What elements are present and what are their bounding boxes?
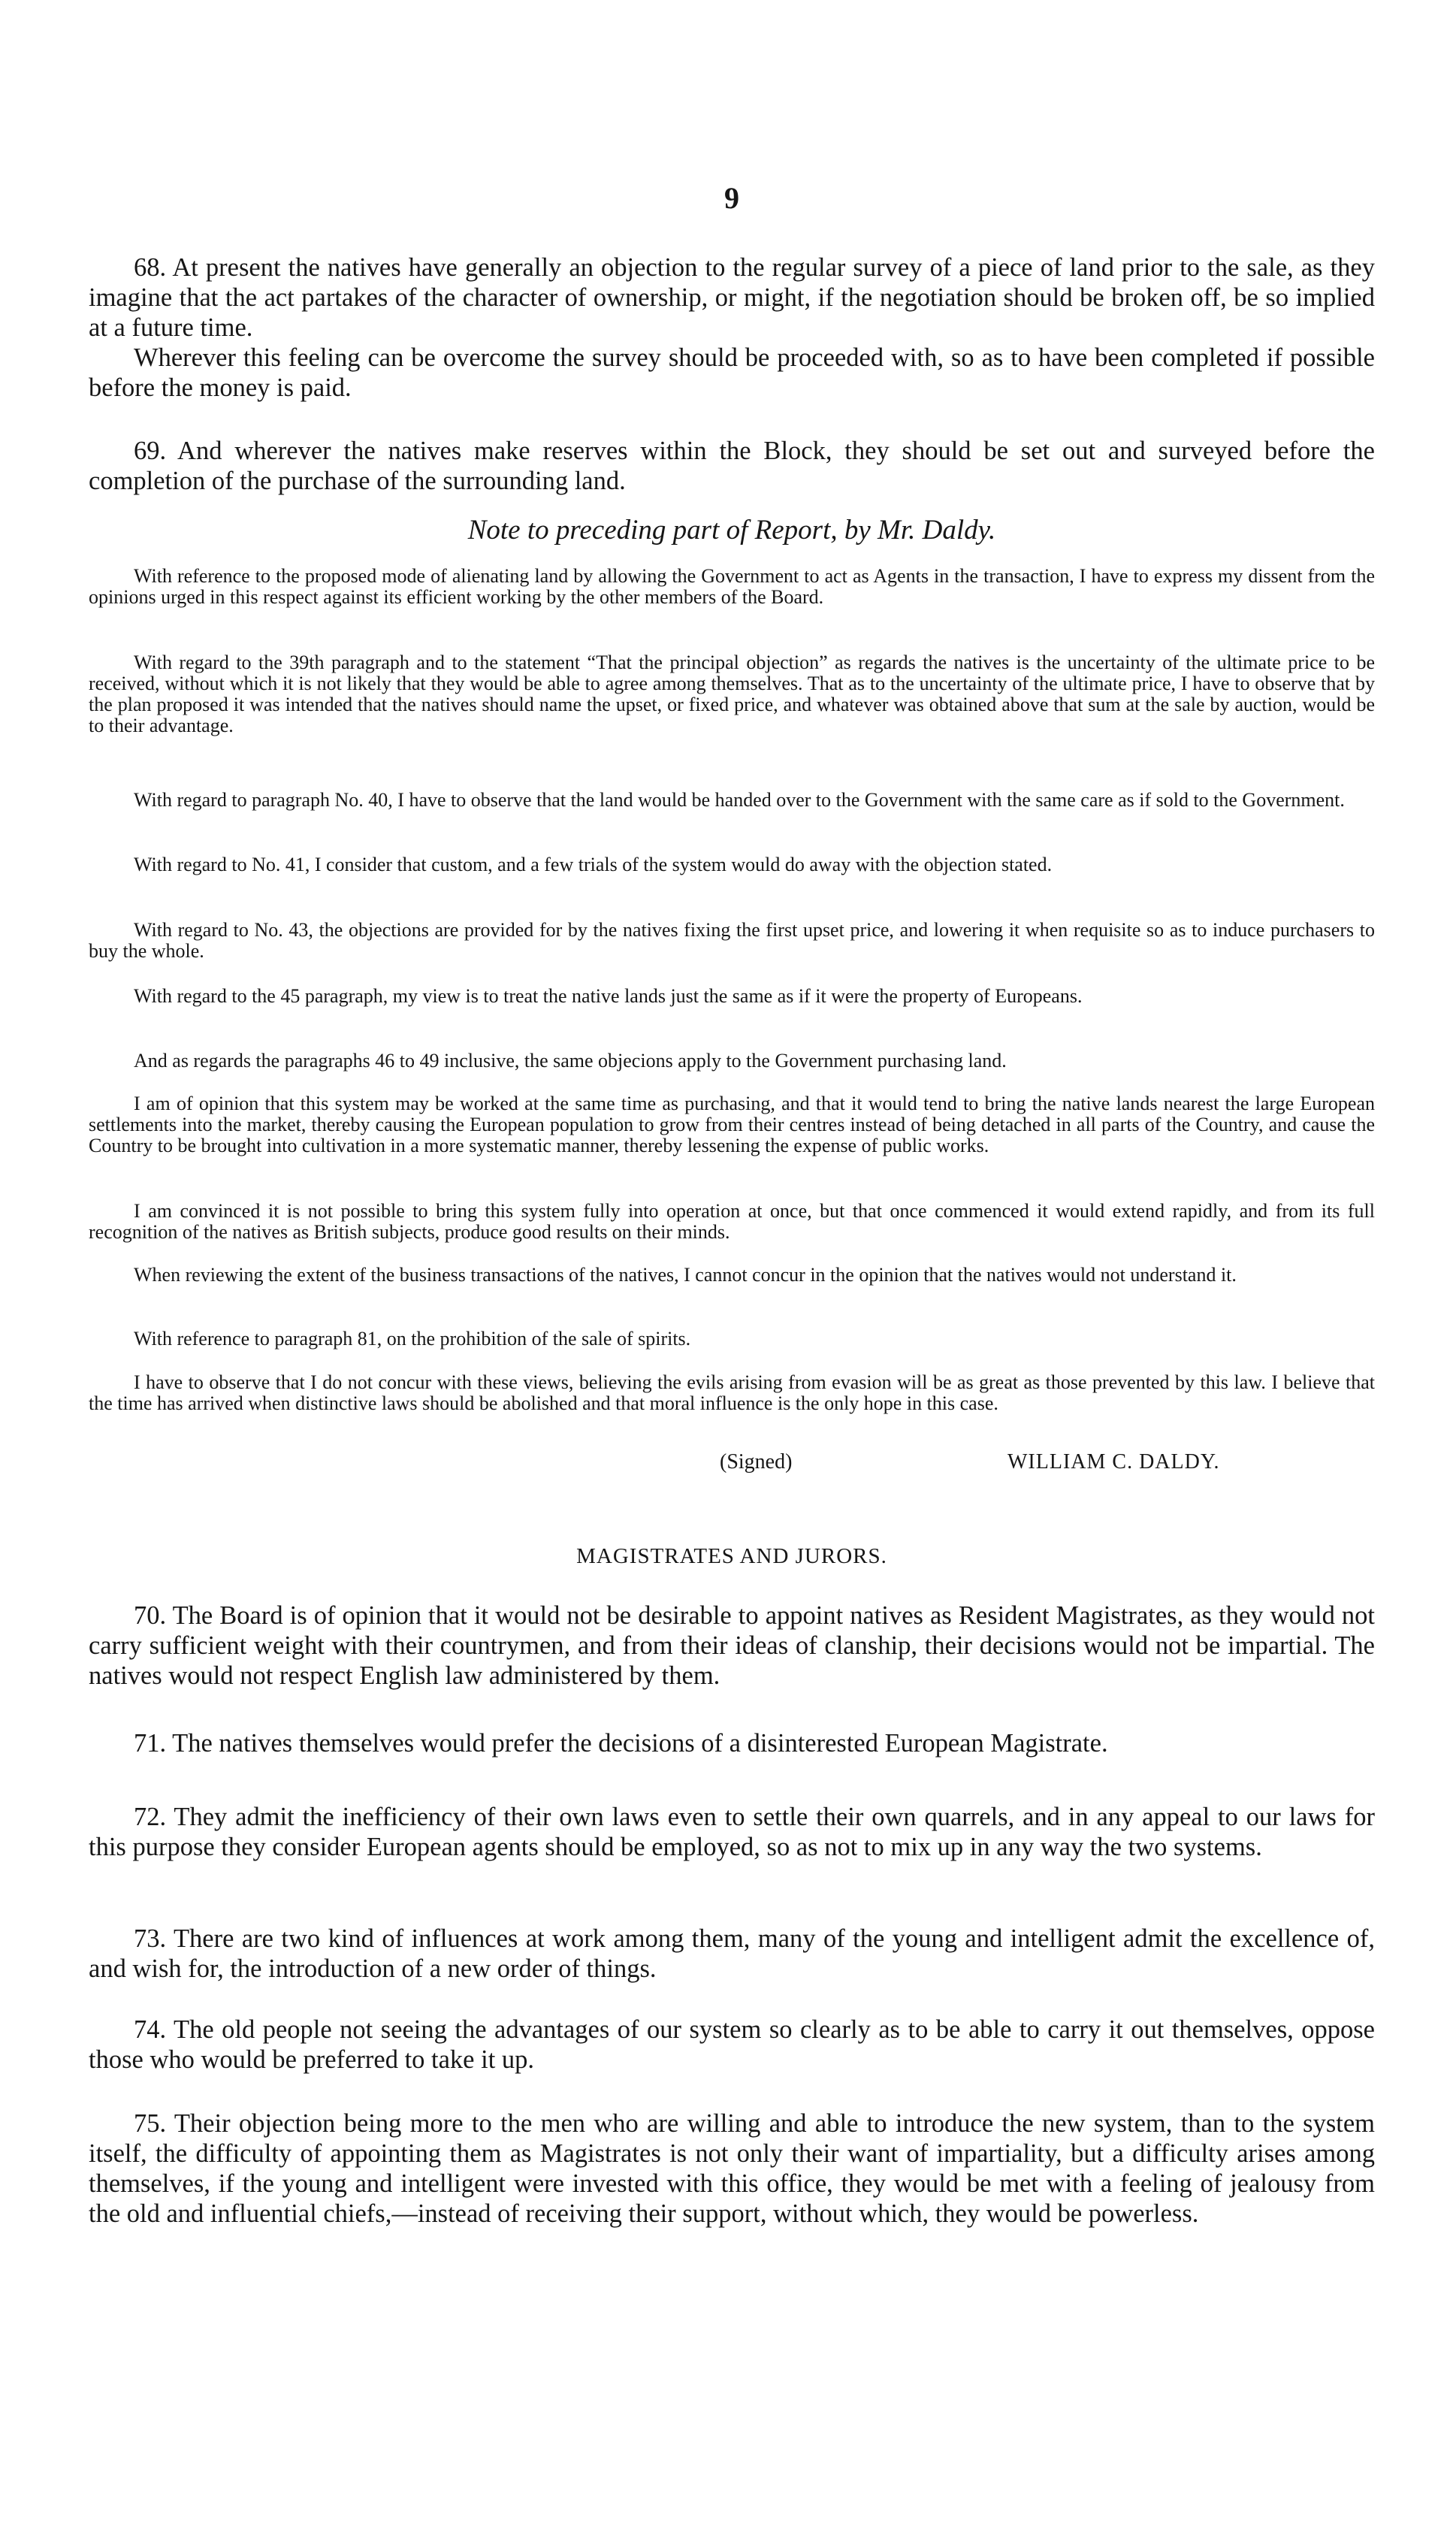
page-number: 9 (724, 181, 739, 215)
paragraph-text: 74. The old people not seeing the advantages of our system so clearly as to be able to carry it out themselves, oppose those who would be preferred to take it up. (89, 2015, 1375, 2074)
paragraph-text: 69. And wherever the natives make reserves within the Block, they should be set out and surveyed before the completion of the purchase of the surrounding land. (89, 437, 1375, 495)
note-paragraph (89, 566, 1375, 608)
paragraph-text: 68. At present the natives have generally an objection to the regular survey of a piece of land prior to the sale, as they imagine that the act partakes of the character of ownership, or might, if the negotiation should be broken off, be so implied at a future time. (89, 253, 1375, 342)
note-paragraph (89, 1372, 1375, 1414)
note-text: I am of opinion that this system may be worked at the same time as purchasing, and that it would tend to bring the native lands nearest the large European settlements into the market, thereby causing the European population to grow from their centres instead of being detached in all parts of the Country, and cause the Country to be brought into cultivation in a more systematic manner, thereby lessening the expense of public works. (89, 1093, 1375, 1156)
note-paragraph (89, 1329, 1375, 1350)
note-text: When reviewing the extent of the business transactions of the natives, I cannot concur in the opinion that the natives would not understand it. (134, 1264, 1237, 1286)
paragraph-text: 75. Their objection being more to the men who are willing and able to introduce the new system, than to the system itself, the difficulty of appointing them as Magistrates is not only their want of impartiality, but a difficulty arises among themselves, if the young and intelligent were invested with this office, they would be met with a feeling of jealousy from the old and influential chiefs,—instead of receiving their support, without which, they would be powerless. (89, 2109, 1375, 2228)
note-text: With regard to the 45 paragraph, my view is to treat the native lands just the same as if it were the property of Europeans. (134, 985, 1083, 1007)
note-paragraph (89, 920, 1375, 962)
note-text: With regard to No. 43, the objections are provided for by the natives fixing the first upset price, and lowering it when requisite so as to induce purchasers to buy the whole. (89, 919, 1375, 962)
section-heading-block (89, 1544, 1375, 1569)
note-text: I am convinced it is not possible to bring this system fully into operation at once, but that once commenced it would extend rapidly, and from its full recognition of the natives as British subjects, produce good results on their minds. (89, 1200, 1375, 1243)
note-heading: Note to preceding part of Report, by Mr. Daldy. (467, 515, 996, 546)
note-paragraph (89, 1093, 1375, 1156)
note-paragraph (89, 790, 1375, 811)
paragraph-68 (89, 252, 1375, 343)
note-text: With regard to No. 41, I consider that custom, and a few trials of the system would do away with the objection stated. (134, 854, 1053, 875)
note-paragraph (89, 854, 1375, 875)
section-heading: MAGISTRATES AND JURORS. (576, 1544, 887, 1568)
note-paragraph (89, 652, 1375, 736)
paragraph-75 (89, 2108, 1375, 2229)
paragraph-text: 70. The Board is of opinion that it would not be desirable to appoint natives as Resident Magistrates, as they would not carry sufficient weight with their countrymen, and from their ideas of clanship, their decisions would not be impartial. The natives would not respect English law administered by them. (89, 1601, 1375, 1690)
signed-label: (Signed) (720, 1450, 793, 1474)
paragraph-69 (89, 436, 1375, 496)
paragraph-68-continued (89, 343, 1375, 403)
paragraph-text: 72. They admit the inefficiency of their own laws even to settle their own quarrels, and in any appeal to our laws for this purpose they consider European agents should be employed, so as not to mix up in any way the two systems. (89, 1803, 1375, 1861)
note-paragraph (89, 1201, 1375, 1243)
paragraph-71 (89, 1728, 1375, 1758)
note-text: With reference to the proposed mode of alienating land by allowing the Government to act as Agents in the transaction, I have to express my dissent from the opinions urged in this respect against its efficient working by the other members of the Board. (89, 565, 1375, 608)
signature-line (89, 1450, 1375, 1474)
note-paragraph (89, 1050, 1375, 1072)
note-text: With reference to paragraph 81, on the prohibition of the sale of spirits. (134, 1328, 691, 1350)
paragraph-72 (89, 1802, 1375, 1862)
note-paragraph (89, 986, 1375, 1007)
note-text: I have to observe that I do not concur with these views, believing the evils arising from evasion will be as great as those prevented by this law. I believe that the time has arrived when distinctive laws should be abolished and that moral influence is the only hope in this case. (89, 1371, 1375, 1414)
note-text: And as regards the paragraphs 46 to 49 inclusive, the same objecions apply to the Government purchasing land. (134, 1050, 1007, 1072)
note-text: With regard to paragraph No. 40, I have to observe that the land would be handed over to the Government with the same care as if sold to the Government. (134, 789, 1345, 811)
paragraph-text: 73. There are two kind of influences at work among them, many of the young and intelligent admit the excellence of, and wish for, the introduction of a new order of things. (89, 1924, 1375, 1983)
paragraph-text: 71. The natives themselves would prefer the decisions of a disinterested European Magistrate. (134, 1729, 1108, 1758)
document-page (89, 0, 1375, 2228)
note-paragraph (89, 1265, 1375, 1286)
paragraph-70 (89, 1601, 1375, 1691)
paragraph-73 (89, 1924, 1375, 1984)
note-heading-block (89, 514, 1375, 546)
signatory-name: WILLIAM C. DALDY. (1007, 1450, 1220, 1474)
paragraph-74 (89, 2015, 1375, 2075)
note-text: With regard to the 39th paragraph and to the statement “That the principal objection” as regards the natives is the uncertainty of the ultimate price to be received, without which it is not likely that they would be able to agree among themselves. That as to the uncertainty of the ultimate price, I have to observe that by the plan proposed it was intended that the natives should name the upset, or fixed price, and whatever was obtained above that sum at the sale by auction, would be to their advantage. (89, 651, 1375, 736)
paragraph-text: Wherever this feeling can be overcome the survey should be proceeded with, so as to have been completed if possible before the money is paid. (89, 343, 1375, 402)
